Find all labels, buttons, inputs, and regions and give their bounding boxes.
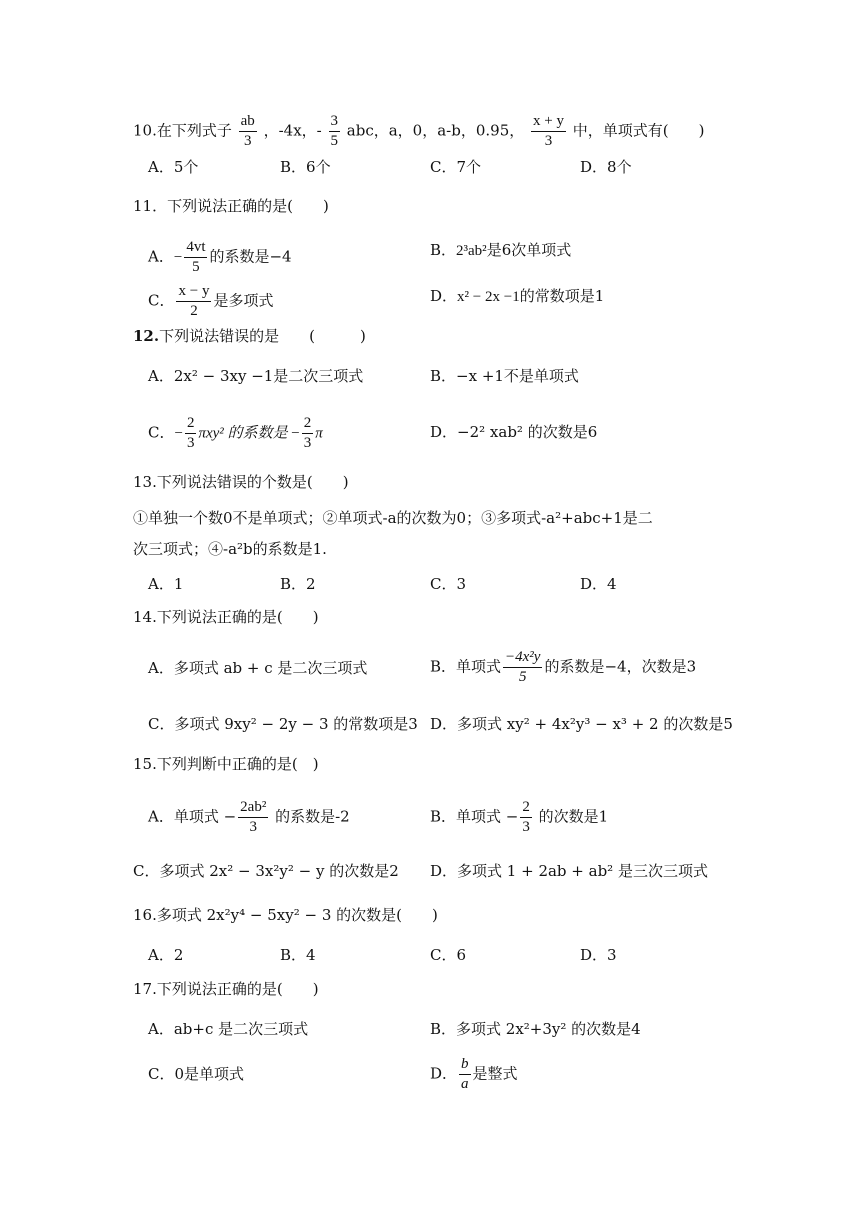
- q12-c-fraction-2: $\frac{2}{3}$: [303, 415, 312, 451]
- q11-option-d: D．x² − 2x −1的常数项是1: [430, 287, 605, 305]
- q15-option-b: B．单项式 − $\frac{2}{3}$ 的次数是1: [430, 799, 609, 835]
- q11-stem: 11．下列说法正确的是( ): [133, 197, 329, 215]
- q17-option-b: B．多项式 2x²+3y² 的次数是4: [430, 1020, 641, 1038]
- q12-option-a: A．2x² − 3xy −1是二次三项式: [148, 367, 364, 385]
- q13-option-a: A．1: [148, 575, 184, 593]
- q11-a-fraction: $\frac{4vt}{5}$: [186, 239, 206, 275]
- q12-option-c: C．− $\frac{2}{3}$ πxy² 的系数是 − $\frac{2}{3}$ π: [148, 415, 323, 451]
- q10-fraction-1: $\frac{ab}{3}$: [240, 113, 255, 149]
- q16-option-a: A．2: [148, 946, 184, 964]
- q14-option-c: C．多项式 9xy² − 2y − 3 的常数项是3: [148, 715, 418, 733]
- q15-stem: 15.下列判断中正确的是( ): [133, 755, 319, 773]
- q10-mid-2: abc，a，0，a-b，0.95，: [346, 121, 525, 140]
- q14-option-d: D．多项式 xy² + 4x²y³ − x³ + 2 的次数是5: [430, 715, 733, 733]
- q17-d-fraction: $\frac{b}{a}$: [461, 1056, 469, 1092]
- q10-fraction-3: $\frac{x + y}{3}$: [533, 113, 564, 149]
- q15-a-fraction: $\frac{\text{2ab²}}{3}$: [240, 799, 267, 835]
- q10-stem: [133, 114, 705, 149]
- q16-stem: 16.多项式 2x²y⁴ − 5xy² − 3 的次数是( ): [133, 906, 438, 924]
- q15-option-c: C．多项式 2x² − 3x²y² − y 的次数是2: [133, 862, 399, 880]
- q12-c-fraction-1: $\frac{2}{3}$: [186, 415, 195, 451]
- q10-fraction-2: $\frac{3}{5}$: [330, 113, 339, 149]
- q12-option-d: D．−2² xab² 的次数是6: [430, 423, 598, 441]
- q14-option-a: A．多项式 ab + c 是二次三项式: [148, 659, 368, 677]
- q17-option-d: D． $\frac{b}{a}$ 是整式: [430, 1056, 518, 1092]
- q11-option-b: B．2³ab²是6次单项式: [430, 241, 572, 259]
- q10-suffix: 中，单项式有( ): [572, 121, 705, 140]
- q15-b-fraction: $\frac{2}{3}$: [522, 799, 530, 835]
- q10-option-d: D．8个: [580, 158, 632, 176]
- q14-option-b: B．单项式 $\frac{\text{−4x²y}}{5}$ 的系数是−4，次数是3: [430, 649, 697, 685]
- q10-prefix: 10.在下列式子: [133, 121, 232, 140]
- q13-option-c: C．3: [430, 575, 467, 593]
- q10-mid-1: ，-4x，-: [263, 121, 322, 140]
- q12-option-b: B．−x +1不是单项式: [430, 367, 579, 385]
- q12-stem: 12.下列说法错误的是 ( ): [133, 327, 366, 345]
- q15-option-a: A．单项式 − $\frac{\text{2ab²}}{3}$ 的系数是-2: [148, 799, 350, 835]
- q14-b-fraction: $\frac{\text{−4x²y}}{5}$: [505, 649, 541, 685]
- q10-option-a: A．5个: [148, 158, 199, 176]
- q11-option-c: C． $\frac{x - y}{2}$ 是多项式: [148, 283, 274, 319]
- q16-option-d: D．3: [580, 946, 617, 964]
- q16-option-b: B．4: [280, 946, 316, 964]
- q13-option-b: B．2: [280, 575, 316, 593]
- q11-option-a: A．− $\frac{4vt}{5}$ 的系数是−4: [148, 239, 292, 275]
- q17-stem: 17.下列说法正确的是( ): [133, 980, 319, 998]
- q10-option-b: B．6个: [280, 158, 331, 176]
- q14-stem: 14.下列说法正确的是( ): [133, 608, 319, 626]
- q11-c-fraction: $\frac{x - y}{2}$: [178, 283, 210, 319]
- q13-statement-line-1: ①单独一个数0不是单项式；②单项式-a的次数为0；③多项式-a²+abc+1是二: [133, 509, 653, 527]
- q17-option-a: A．ab+c 是二次三项式: [148, 1020, 309, 1038]
- q13-stem: 13.下列说法错误的个数是( ): [133, 473, 349, 491]
- q10-option-c: C．7个: [430, 158, 482, 176]
- q13-option-d: D．4: [580, 575, 617, 593]
- q13-statement-line-2: 次三项式；④-a²b的系数是1.: [133, 540, 327, 558]
- q16-option-c: C．6: [430, 946, 467, 964]
- q17-option-c: C．0是单项式: [148, 1065, 245, 1083]
- q15-option-d: D．多项式 1 + 2ab + ab² 是三次三项式: [430, 862, 708, 880]
